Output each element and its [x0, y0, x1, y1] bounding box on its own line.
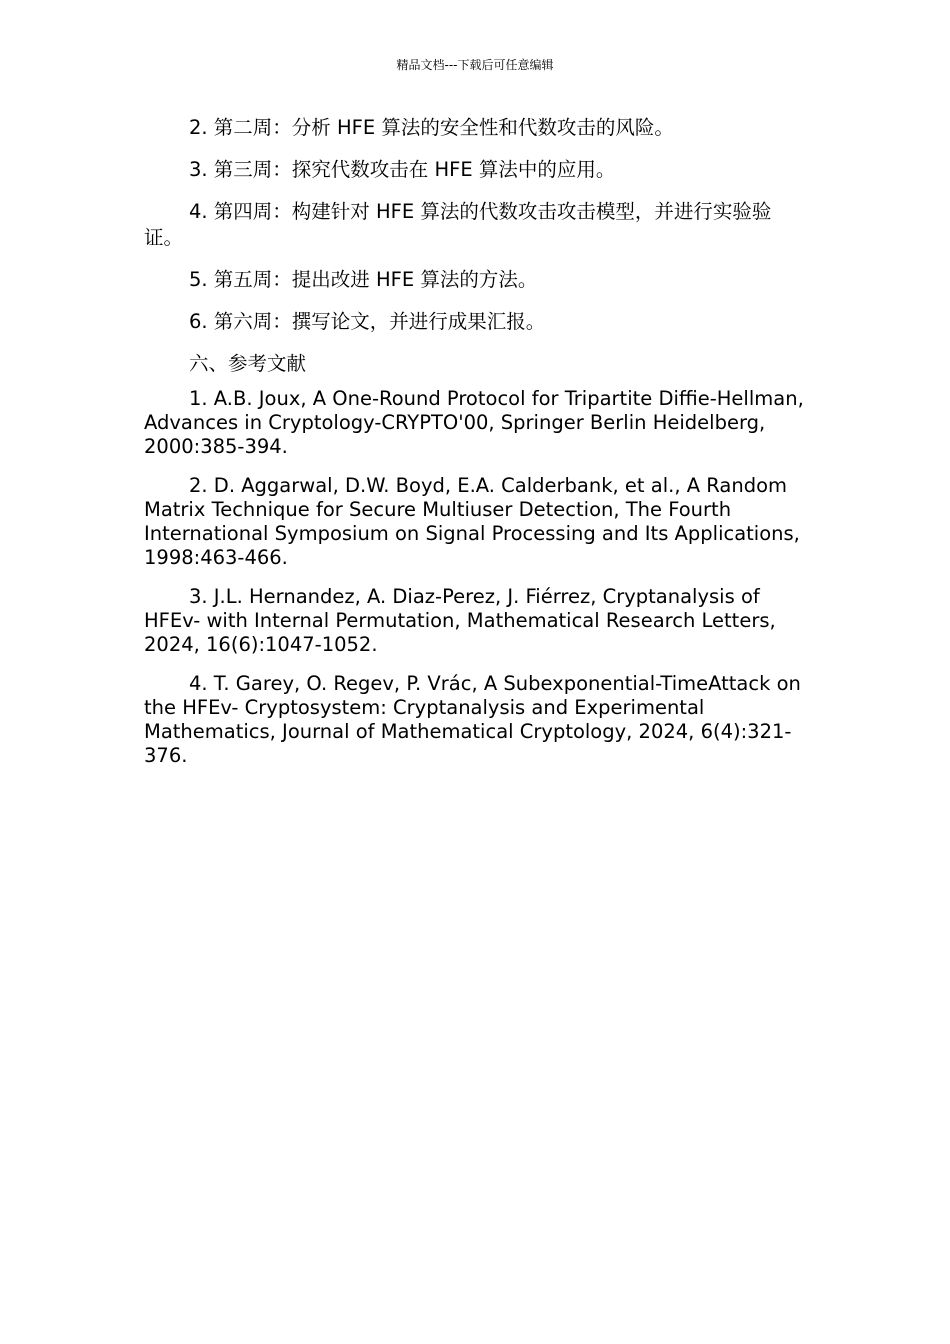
document-body — [144, 115, 808, 783]
schedule-item-week-3: 3. 第三周：探究代数攻击在 HFE 算法中的应用。 — [189, 158, 616, 181]
schedule-item-week-6: 6. 第六周：撰写论文，并进行成果汇报。 — [189, 310, 546, 333]
schedule-item-week-2: 2. 第二周：分析 HFE 算法的安全性和代数攻击的风险。 — [189, 116, 674, 139]
reference-item-1: 1. A.B. Joux, A One-Round Protocol for Tripartite Diffie-Hellman, Advances in Cryptology-CRYPTO'00, Springer Berlin Heidelberg, 2000:385-394. — [144, 387, 804, 458]
schedule-item-week-4: 4. 第四周：构建针对 HFE 算法的代数攻击攻击模型，并进行实验验证。 — [144, 200, 772, 249]
reference-item-2: 2. D. Aggarwal, D.W. Boyd, E.A. Calderbank, et al., A Random Matrix Technique for Secure Multiuser Detection, The Fourth International Symposium on Signal Processing and Its Applications, 1998:463-466. — [144, 474, 800, 569]
reference-item-3: 3. J.L. Hernandez, A. Diaz-Perez, J. Fiérrez, Cryptanalysis of HFEv- with Internal Permutation, Mathematical Research Letters, 2024, 16(6):1047-1052. — [144, 585, 776, 656]
references-heading: 六、参考文献 — [189, 352, 307, 375]
page-header: 精品文档---下载后可任意编辑 — [396, 58, 554, 72]
schedule-item-week-5: 5. 第五周：提出改进 HFE 算法的方法。 — [189, 268, 538, 291]
reference-item-4: 4. T. Garey, O. Regev, P. Vrác, A Subexponential-TimeAttack on the HFEv- Cryptosystem: Cryptanalysis and Experimental Mathematics, Journal of Mathematical Cryptology, 2024, 6(4):321-376. — [144, 672, 801, 767]
